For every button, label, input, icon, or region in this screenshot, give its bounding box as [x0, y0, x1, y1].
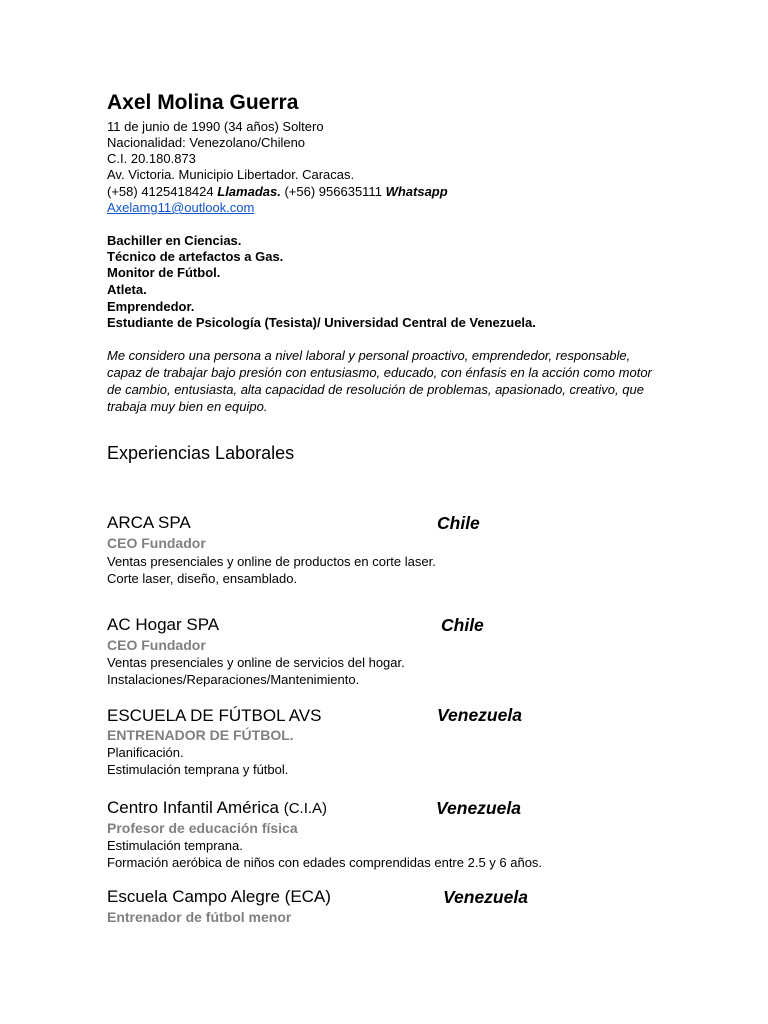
- job-desc-line: Ventas presenciales y online de servicios del hogar.: [107, 655, 405, 670]
- job-desc-line: Estimulación temprana y fútbol.: [107, 762, 289, 777]
- job-company: ESCUELA DE FÚTBOL AVS: [107, 706, 322, 725]
- phone-1-label: Llamadas.: [217, 184, 281, 199]
- email-link[interactable]: Axelamg11@outlook.com: [107, 200, 255, 215]
- qualification-item: Técnico de artefactos a Gas.: [107, 249, 284, 264]
- profile-summary: Me considero una persona a nivel laboral y personal proactivo, emprendedor, responsable, capaz de trabajar bajo presión con entusiasmo, educado, con énfasis en la acción como motor de cambio, entusiasta, alta capacidad de resolución de problemas, apasionado, creativo, que trabaja muy bien en equipo.: [107, 348, 652, 414]
- qualification-item: Estudiante de Psicología (Tesista)/ Universidad Central de Venezuela.: [107, 315, 536, 330]
- job-desc-line: Instalaciones/Reparaciones/Mantenimiento.: [107, 672, 360, 687]
- job-desc-line: Estimulación temprana.: [107, 838, 243, 853]
- job-country: Venezuela: [437, 705, 522, 725]
- job-company: Escuela Campo Alegre (ECA): [107, 887, 331, 906]
- job-country: Chile: [437, 513, 480, 533]
- qualification-item: Atleta.: [107, 282, 147, 297]
- section-title: Experiencias Laborales: [107, 443, 295, 463]
- phone-line: [107, 184, 448, 200]
- job-country: Chile: [441, 615, 484, 635]
- job-country: Venezuela: [443, 887, 528, 907]
- job-company-name: Centro Infantil América: [107, 798, 279, 817]
- job-company: AC Hogar SPA: [107, 615, 220, 634]
- address-info: Av. Victoria. Municipio Libertador. Caracas.: [107, 167, 355, 182]
- job-company: ARCA SPA: [107, 513, 191, 532]
- qualification-item: Monitor de Fútbol.: [107, 265, 221, 280]
- job-desc-line: Planificación.: [107, 745, 184, 760]
- ci-info: C.I. 20.180.873: [107, 151, 196, 166]
- job-company: [107, 798, 327, 818]
- phone-2-label: Whatsapp: [385, 184, 448, 199]
- person-name: Axel Molina Guerra: [107, 91, 299, 114]
- nationality-info: Nacionalidad: Venezolano/Chileno: [107, 135, 306, 150]
- phone-1: (+58) 4125418424: [107, 184, 214, 199]
- job-role: CEO Fundador: [107, 637, 206, 653]
- birth-info: 11 de junio de 1990 (34 años) Soltero: [107, 119, 324, 134]
- job-country: Venezuela: [436, 798, 521, 818]
- qualification-item: Bachiller en Ciencias.: [107, 233, 242, 248]
- job-role: Entrenador de fútbol menor: [107, 909, 292, 925]
- job-desc-line: Formación aeróbica de niños con edades comprendidas entre 2.5 y 6 años.: [107, 855, 543, 870]
- job-desc-line: Ventas presenciales y online de productos en corte laser.: [107, 554, 436, 569]
- job-role: ENTRENADOR DE FÚTBOL.: [107, 727, 294, 743]
- job-role: CEO Fundador: [107, 535, 206, 551]
- qualification-item: Emprendedor.: [107, 299, 195, 314]
- phone-2: (+56) 956635111: [284, 184, 382, 199]
- job-role: Profesor de educación física: [107, 820, 298, 836]
- job-desc-line: Corte laser, diseño, ensamblado.: [107, 571, 298, 586]
- job-company-suffix: (C.I.A): [283, 800, 328, 817]
